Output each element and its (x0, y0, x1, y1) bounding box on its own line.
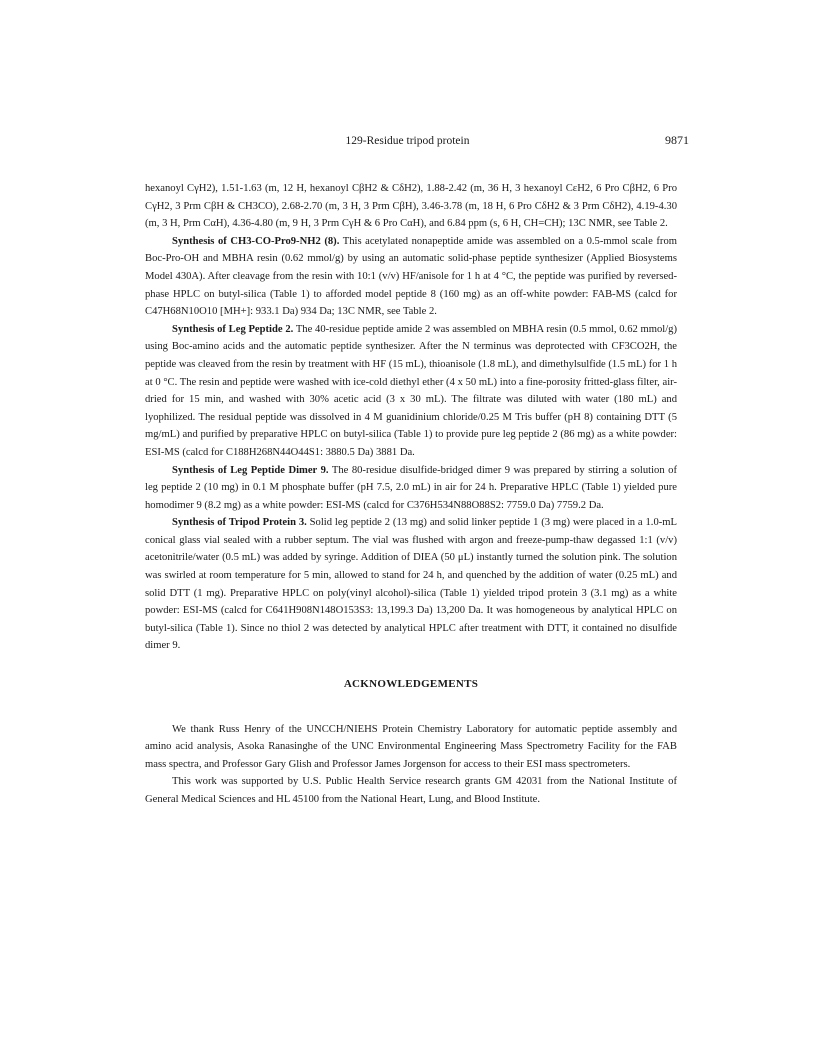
acknowledgements-paragraph-2: This work was supported by U.S. Public Health Service research grants GM 42031 from the National Institute of General Medical Sciences and HL 45100 from the National Heart, Lung, and Blood Institute. (145, 776, 677, 805)
section-heading-dimer: Synthesis of Leg Peptide Dimer 9. (172, 464, 329, 476)
acknowledgements-paragraph-1: We thank Russ Henry of the UNCCH/NIEHS Protein Chemistry Laboratory for automatic peptide assembly and amino acid analysis, Asoka Ranasinghe of the UNC Environmental Engineering Mass Spectrometry Facility for the FAB mass spectra, and Professor Gary Glish and Professor James Jorgenson for access to their ESI mass spectrometers. (145, 723, 677, 770)
section-text-nonapeptide: This acetylated nonapeptide amide was assembled on a 0.5-mmol scale from Boc-Pro-OH and MBHA resin (0.62 mmol/g) by using an automatic solid-phase peptide synthesizer (Applied Biosystems Model 430A). After cleavage from the resin with 10:1 (v/v) HF/anisole for 1 h at 4 °C, the peptide was purified by reversed-phase HPLC on butyl-silica (Table 1) to afforded model peptide 8 (160 mg) as an off-white powder: FAB-MS (calcd for C47H68N10O10 [MH+]: 933.1 Da) 934 Da; 13C NMR, see Table 2. (145, 235, 677, 318)
acknowledgements-heading: ACKNOWLEDGEMENTS (343, 678, 479, 691)
section-heading-leg-peptide: Synthesis of Leg Peptide 2. (172, 323, 294, 335)
section-text-dimer: The 80-residue disulfide-bridged dimer 9 was prepared by stirring a solution of leg peptide 2 (10 mg) in 0.1 M phosphate buffer (pH 7.5, 2.0 mL) in air for 24 h. Preparative HPLC (Table 1) yielded pure homodimer 9 (8.2 mg) as a white powder: ESI-MS (calcd for C376H534N88O88S2: 7759.0 Da) 7759.2 Da. (145, 464, 677, 511)
synthesis-dimer-paragraph (145, 462, 677, 515)
nmr-paragraph: hexanoyl CγH2), 1.51-1.63 (m, 12 H, hexanoyl CβH2 & CδH2), 1.88-2.42 (m, 36 H, 3 hexanoyl CεH2, 6 Pro CβH2, 6 Pro CγH2, 3 Prm CβH & CH3CO), 2.68-2.70 (m, 3 H, 3 Prm CβH), 3.46-3.78 (m, 18 H, 6 Pro CδH2 & 3 Prm CδH2), 4.19-4.30 (m, 3 H, Prm CαH), 4.36-4.80 (m, 9 H, 3 Prm CγH & 6 Pro CαH), and 6.84 ppm (s, 6 H, CH=CH); 13C NMR, see Table 2. (145, 183, 677, 230)
synthesis-leg-peptide-paragraph (145, 321, 677, 462)
section-heading-tripod: Synthesis of Tripod Protein 3. (172, 517, 307, 529)
section-text-tripod: Solid leg peptide 2 (13 mg) and solid linker peptide 1 (3 mg) were placed in a 1.0-mL conical glass vial sealed with a rubber septum. The vial was flushed with argon and freeze-pump-thaw degassed 1:1 (v/v) acetonitrile/water (0.5 mL) was added by syringe. Addition of DIEA (50 μL) instantly turned the solution pink. The solution was swirled at room temperature for 5 min, allowed to stand for 24 h, and quenched by the addition of water (0.25 mL) and solid DTT (1 mg). Preparative HPLC on poly(vinyl alcohol)-silica (Table 1) yielded tripod protein 3 (3.1 mg) as a white powder: ESI-MS (calcd for C641H908N148O153S3: 13,199.3 Da) 13,200 Da. It was homogeneous by analytical HPLC on butyl-silica (Table 1). Since no thiol 2 was detected by analytical HPLC after treatment with DTT, it contained no disulfide dimer 9. (145, 517, 677, 652)
running-title: 129-Residue tripod protein (345, 135, 470, 147)
article-body (145, 180, 677, 809)
synthesis-tripod-paragraph (145, 514, 677, 655)
synthesis-nonapeptide-paragraph (145, 233, 677, 321)
section-heading-nonapeptide: Synthesis of CH3-CO-Pro9-NH2 (8). (172, 235, 340, 247)
section-text-leg-peptide: The 40-residue peptide amide 2 was assembled on MBHA resin (0.5 mmol, 0.62 mmol/g) using Boc-amino acids and the automatic peptide synthesizer. After the N terminus was deprotected with CF3CO2H, the peptide was cleaved from the resin by treatment with HF (15 mL), thioanisole (1.8 mL), and dimethylsulfide (1.5 mL) for 1 h at 0 °C. The resin and peptide were washed with ice-cold diethyl ether (4 x 50 mL) into a fine-porosity fritted-glass filter, air-dried for 15 min, and washed with 30% acetic acid (3 x 30 mL). The filtrate was diluted with water (180 mL) and lyophilized. The residual peptide was dissolved in 4 M guanidinium chloride/0.25 M Tris buffer (pH 8) containing DTT (5 mg/mL) and purified by preparative HPLC on butyl-silica (Table 1) to provide pure leg peptide 2 (86 mg) as a white powder: ESI-MS (calcd for C188H268N44O44S1: 3880.5 Da) 3881 Da. (145, 323, 677, 458)
page-number: 9871 (665, 133, 689, 147)
